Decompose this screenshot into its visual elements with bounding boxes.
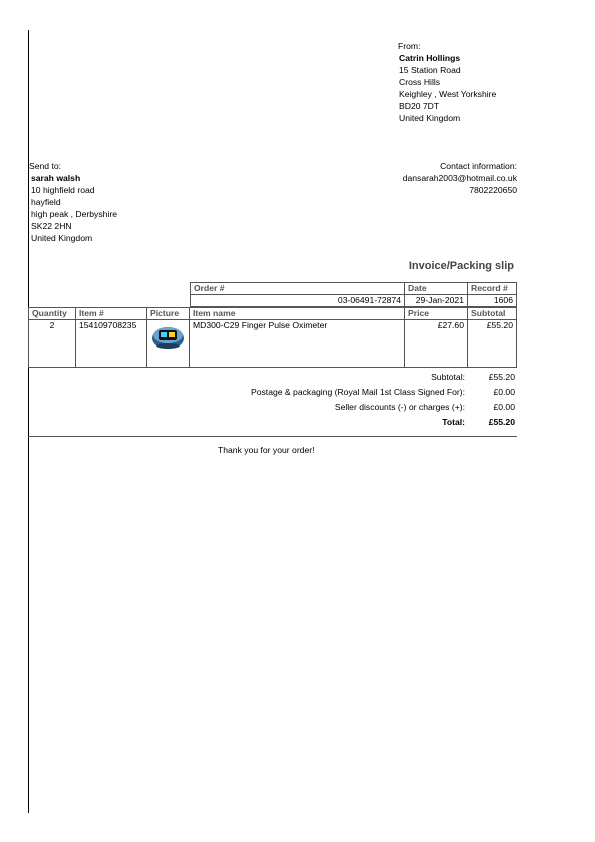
thank-you-message: Thank you for your order! (218, 445, 315, 455)
total-label: Total: (442, 417, 465, 427)
recipient-address-line: SK22 2HN (31, 221, 72, 231)
subtotal-label: Subtotal: (431, 372, 465, 382)
record-header: Record # (468, 283, 517, 295)
item-number: 154109708235 (76, 320, 147, 368)
item-subtotal: £55.20 (468, 320, 517, 368)
send-to-label: Send to: (29, 161, 62, 171)
recipient-address (29, 160, 117, 244)
recipient-address-line: hayfield (31, 197, 61, 207)
discounts-value: £0.00 (493, 402, 515, 412)
quantity-header: Quantity (29, 308, 76, 320)
price-header: Price (405, 308, 468, 320)
record-number: 1606 (468, 295, 517, 307)
from-label: From: (398, 41, 421, 51)
order-number-header: Order # (191, 283, 405, 295)
discounts-label: Seller discounts (-) or charges (+): (334, 402, 465, 412)
items-header-row (29, 308, 517, 320)
pulse-oximeter-image (149, 321, 187, 353)
totals-divider (28, 436, 517, 437)
item-name-header: Item name (190, 308, 405, 320)
order-header-row (191, 283, 517, 295)
order-value-row (191, 295, 517, 307)
picture-header: Picture (147, 308, 190, 320)
recipient-name: sarah walsh (31, 173, 81, 183)
totals-section (28, 367, 517, 437)
recipient-address-line: 10 highfield road (31, 185, 95, 195)
item-number-header: Item # (76, 308, 147, 320)
recipient-address-line: United Kingdom (31, 233, 93, 243)
document-title: Invoice/Packing slip (408, 260, 514, 272)
order-date: 29-Jan-2021 (405, 295, 468, 307)
subtotal-value: £55.20 (488, 372, 515, 382)
sender-address-line: United Kingdom (399, 113, 461, 123)
items-table (28, 307, 517, 368)
postage-label: Postage & packaging (Royal Mail 1st Class Signed For): (251, 387, 465, 397)
postage-value: £0.00 (493, 387, 515, 397)
sender-name: Catrin Hollings (399, 53, 461, 63)
contact-email: dansarah2003@hotmail.co.uk (402, 173, 517, 183)
total-value: £55.20 (488, 417, 515, 427)
contact-label: Contact information: (440, 161, 517, 171)
order-number: 03-06491-72874 (191, 295, 405, 307)
recipient-address-line: high peak , Derbyshire (31, 209, 117, 219)
sender-address-line: Keighley , West Yorkshire (399, 89, 497, 99)
sender-address-line: Cross Hills (399, 77, 441, 87)
sender-address-line: 15 Station Road (399, 65, 461, 75)
contact-information (403, 160, 517, 196)
item-name: MD300-C29 Finger Pulse Oximeter (190, 320, 405, 368)
subtotal-header: Subtotal (468, 308, 517, 320)
item-picture-cell (147, 320, 190, 368)
table-row (29, 320, 517, 368)
date-header: Date (405, 283, 468, 295)
contact-phone: 7802220650 (469, 185, 517, 195)
sender-address (398, 40, 496, 124)
sender-address-line: BD20 7DT (399, 101, 440, 111)
order-info-table (190, 282, 517, 307)
item-price: £27.60 (405, 320, 468, 368)
item-quantity: 2 (29, 320, 76, 368)
